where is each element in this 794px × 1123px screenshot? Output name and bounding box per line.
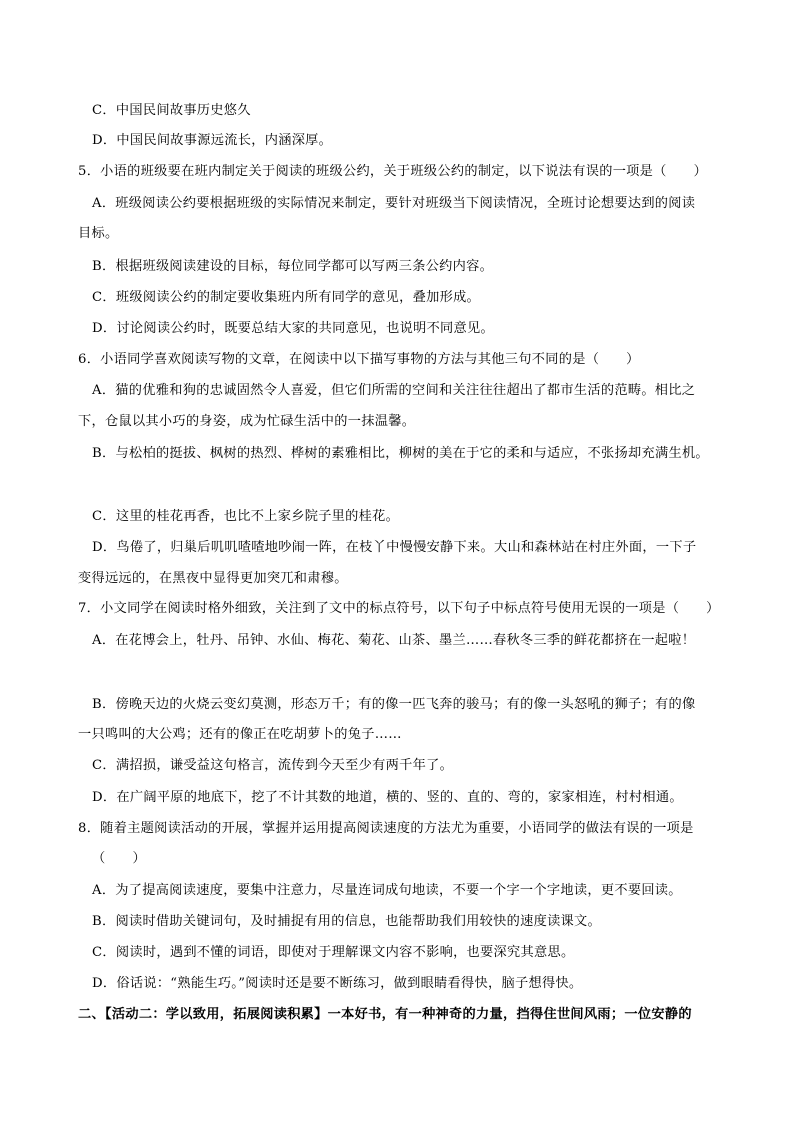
option-a-q5: A．班级阅读公约要根据班级的实际情况来制定，要针对班级当下阅读情况，全班讨论想要达到的阅读 xyxy=(92,196,696,211)
option-c-q6: C．这里的桂花再香，也比不上家乡院子里的桂花。 xyxy=(92,509,400,524)
question-7: 7．小文同学在阅读时格外细致，关注到了文中的标点符号，以下句子中标点符号使用无误的一项是（ ） xyxy=(78,601,720,616)
option-c-q5: C．班级阅读公约的制定要收集班内所有同学的意见，叠加形成。 xyxy=(92,290,481,305)
option-c-q4: C．中国民间故事历史悠久 xyxy=(92,103,251,118)
option-b-q7: B．傍晚天边的火烧云变幻莫测，形态万千；有的像一匹飞奔的骏马；有的像一头怒吼的狮子；有的像 xyxy=(92,697,696,712)
question-8-blank: （ ） xyxy=(92,851,146,866)
question-6: 6．小语同学喜欢阅读写物的文章，在阅读中以下描写事物的方法与其他三句不同的是（ ） xyxy=(78,352,640,367)
section-2-heading: 二、【活动二：学以致用，拓展阅读积累】一本好书，有一种神奇的力量，挡得住世间风雨；一位安静的 xyxy=(78,1007,692,1022)
option-a-q6: A．猫的优雅和狗的忠诚固然令人喜爱，但它们所需的空间和关注往往超出了都市生活的范畴。相比之 xyxy=(92,383,696,398)
option-d-q8: D．俗话说：“熟能生巧。”阅读时还是要不断练习，做到眼睛看得快，脑子想得快。 xyxy=(92,976,583,991)
option-c-q8: C．阅读时，遇到不懂的词语，即使对于理解课文内容不影响，也要深究其意思。 xyxy=(92,945,575,960)
question-8: 8．随着主题阅读活动的开展，掌握并运用提高阅读速度的方法尤为重要，小语同学的做法有误的一项是 xyxy=(78,821,694,836)
option-a-q5-cont: 目标。 xyxy=(78,226,119,241)
option-b-q8: B．阅读时借助关键词句，及时捕捉有用的信息，也能帮助我们用较快的速度读课文。 xyxy=(92,914,602,929)
option-b-q5: B．根据班级阅读建设的目标，每位同学都可以写两三条公约内容。 xyxy=(92,259,494,274)
question-5: 5．小语的班级要在班内制定关于阅读的班级公约，关于班级公约的制定，以下说法有误的一项是（ ） xyxy=(78,164,708,179)
option-d-q4: D．中国民间故事源远流长，内涵深厚。 xyxy=(92,133,333,148)
option-d-q5: D．讨论阅读公约时，既要总结大家的共同意见，也说明不同意见。 xyxy=(92,321,495,336)
option-b-q6: B．与松柏的挺拔、枫树的热烈、桦树的素雅相比，柳树的美在于它的柔和与适应，不张扬却充满生机。 xyxy=(92,446,709,461)
option-d-q6-cont: 变得远远的，在黑夜中显得更加突兀和肃穆。 xyxy=(78,571,348,586)
option-a-q7: A．在花博会上，牡丹、吊钟、水仙、梅花、菊花、山茶、墨兰……春秋冬三季的鲜花都挤在一起啦！ xyxy=(92,633,696,648)
option-d-q6: D．鸟倦了，归巢后叽叽喳喳地吵闹一阵，在枝丫中慢慢安静下来。大山和森林站在村庄外面，一下子 xyxy=(92,540,697,555)
option-b-q7-cont: 一只鸣叫的大公鸡；还有的像正在吃胡萝卜的兔子…… xyxy=(78,727,402,742)
option-a-q8: A．为了提高阅读速度，要集中注意力，尽量连词成句地读，不要一个字一个字地读，更不要回读。 xyxy=(92,883,682,898)
option-a-q6-cont: 下，仓鼠以其小巧的身姿，成为忙碌生活中的一抹温馨。 xyxy=(78,414,416,429)
option-c-q7: C．满招损，谦受益这句格言，流传到今天至少有两千年了。 xyxy=(92,758,454,773)
option-d-q7: D．在广阔平原的地底下，挖了不计其数的地道，横的、竖的、直的、弯的，家家相连，村村相通。 xyxy=(92,790,683,805)
